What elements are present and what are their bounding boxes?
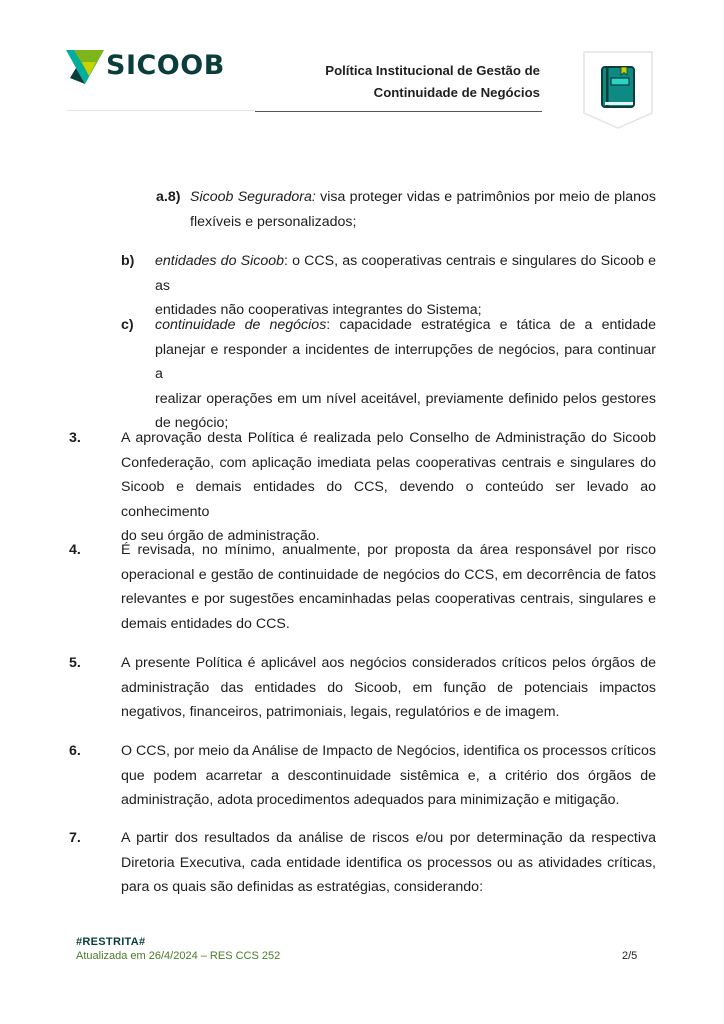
page-number: 2/5 [622,950,638,962]
item-line: continuidade de negócios: capacidade estratégica e tática de a entidade [155,317,656,333]
item-number: a.8) [156,189,181,205]
item-number: 7. [69,830,81,846]
item-number: 3. [69,430,81,446]
item-lead: continuidade de negócios [155,317,327,333]
item-line: relevantes e por sugestões encaminhadas pelas cooperativas centrais, singulares e [121,591,656,608]
item-line: realizar operações em um nível aceitável, previamente definido pelos gestores [155,390,656,407]
header-divider-light [66,110,256,111]
item-number: 5. [69,655,81,671]
section-badge [583,51,653,129]
item-line: para os quais são definidas as estratégias, considerando: [121,879,484,896]
item-line: Diretoria Executiva, cada entidade identifica os processos ou as atividades críticas, [121,854,656,871]
update-note: Atualizada em 26/4/2024 – RES CCS 252 [76,950,281,962]
header-divider [255,111,542,112]
item-line: negativos, financeiros, patrimoniais, legais, regulatórios e de imagem. [121,704,560,721]
item-number: 4. [69,542,81,558]
item-line: Confederação, com aplicação imediata pelas cooperativas centrais e singulares do [121,454,656,471]
item-line: administração das entidades do Sicoob, em função de potenciais impactos [121,679,656,696]
item-line: Sicoob e demais entidades do CCS, devendo o conteúdo ser levado ao conhecimento [121,479,656,520]
item-line: de negócio; [155,415,229,432]
sicoob-logo [66,48,226,88]
item-line: flexíveis e personalizados; [190,213,357,230]
book-icon [583,51,653,129]
document-title-line1: Política Institucional de Gestão de [325,63,540,78]
item-line: O CCS, por meio da Análise de Impacto de Negócios, identifica os processos críticos [121,743,656,759]
item-line: do seu órgão de administração. [121,528,320,545]
item-line: planejar e responder a incidentes de interrupções de negócios, para continuar a [155,341,656,383]
item-line: entidades não cooperativas integrantes do Sistema; [155,302,482,319]
item-line: administração, adota procedimentos adequados para minimização e mitigação. [121,792,620,809]
item-number: 6. [69,743,81,759]
item-line: Sicoob Seguradora: visa proteger vidas e patrimônios por meio de planos [190,189,656,205]
document-title [240,60,540,104]
classification-tag: #RESTRITA# [76,936,146,948]
logo-wordmark: SICOOB [106,50,225,81]
item-line: entidades do Sicoob: o CCS, as cooperativas centrais e singulares do Sicoob e as [155,253,657,294]
item-line: A partir dos resultados da análise de riscos e/ou por determinação da respectiva [121,830,656,846]
item-number: b) [121,253,135,269]
item-lead: entidades do Sicoob [155,253,285,269]
item-line: operacional e gestão de continuidade de negócios do CCS, em decorrência de fatos [121,566,656,583]
item-line: A aprovação desta Política é realizada pelo Conselho de Administração do Sicoob [121,430,656,446]
document-title-line2: Continuidade de Negócios [373,85,540,100]
item-line: demais entidades do CCS. [121,615,290,632]
item-line: que podem acarretar a descontinuidade sistêmica e, a critério dos órgãos de [121,767,656,784]
item-lead: Sicoob Seguradora: [190,189,316,205]
item-line: A presente Política é aplicável aos negócios considerados críticos pelos órgãos de [121,655,656,671]
item-line: É revisada, no mínimo, anualmente, por proposta da área responsável por risco [121,542,656,558]
item-number: c) [121,317,134,333]
sicoob-logo-icon [66,48,106,86]
